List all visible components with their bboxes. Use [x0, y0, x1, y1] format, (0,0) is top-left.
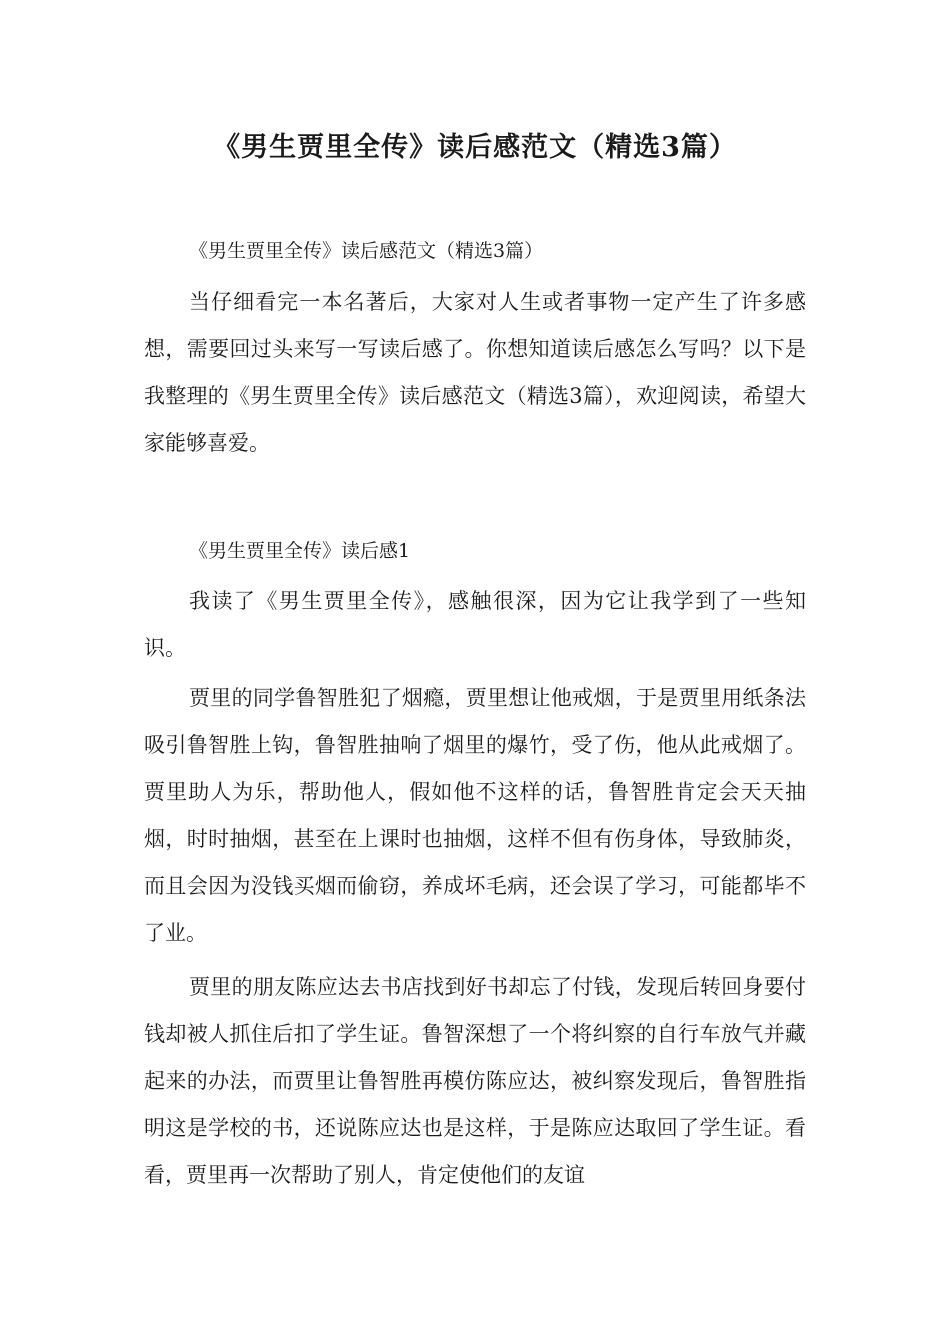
section-heading: 《男生贾里全传》读后感1	[189, 540, 411, 562]
body-paragraph: 贾里的同学鲁智胜犯了烟瘾，贾里想让他戒烟，于是贾里用纸条法吸引鲁智胜上钩，鲁智胜抽响了烟里的爆竹，受了伤，他从此戒烟了。贾里助人为乐，帮助他人，假如他不这样的话，鲁智胜肯定会天天抽烟，时时抽烟，甚至在上课时也抽烟，这样不但有伤身体，导致肺炎，而且会因为没钱买烟而偷窃，养成坏毛病，还会误了学习，可能都毕不了业。	[144, 686, 806, 945]
document-title: 《男生贾里全传》读后感范文（精选3篇）	[213, 132, 737, 163]
body-paragraph: 我读了《男生贾里全传》，感触很深，因为它让我学到了一些知识。	[144, 589, 806, 660]
document-subtitle: 《男生贾里全传》读后感范文（精选3篇）	[189, 240, 544, 262]
body-paragraph: 贾里的朋友陈应达去书店找到好书却忘了付钱，发现后转回身要付钱却被人抓住后扣了学生证。鲁智深想了一个将纠察的自行车放气并藏起来的办法，而贾里让鲁智胜再模仿陈应达，被纠察发现后，鲁智胜指明这是学校的书，还说陈应达也是这样，于是陈应达取回了学生证。看看，贾里再一次帮助了别人，肯定使他们的友谊	[144, 975, 806, 1187]
intro-paragraph: 当仔细看完一本名著后，大家对人生或者事物一定产生了许多感想，需要回过头来写一写读后感了。你想知道读后感怎么写吗？以下是我整理的《男生贾里全传》读后感范文（精选3篇），欢迎阅读，希望大家能够喜爱。	[144, 290, 806, 455]
